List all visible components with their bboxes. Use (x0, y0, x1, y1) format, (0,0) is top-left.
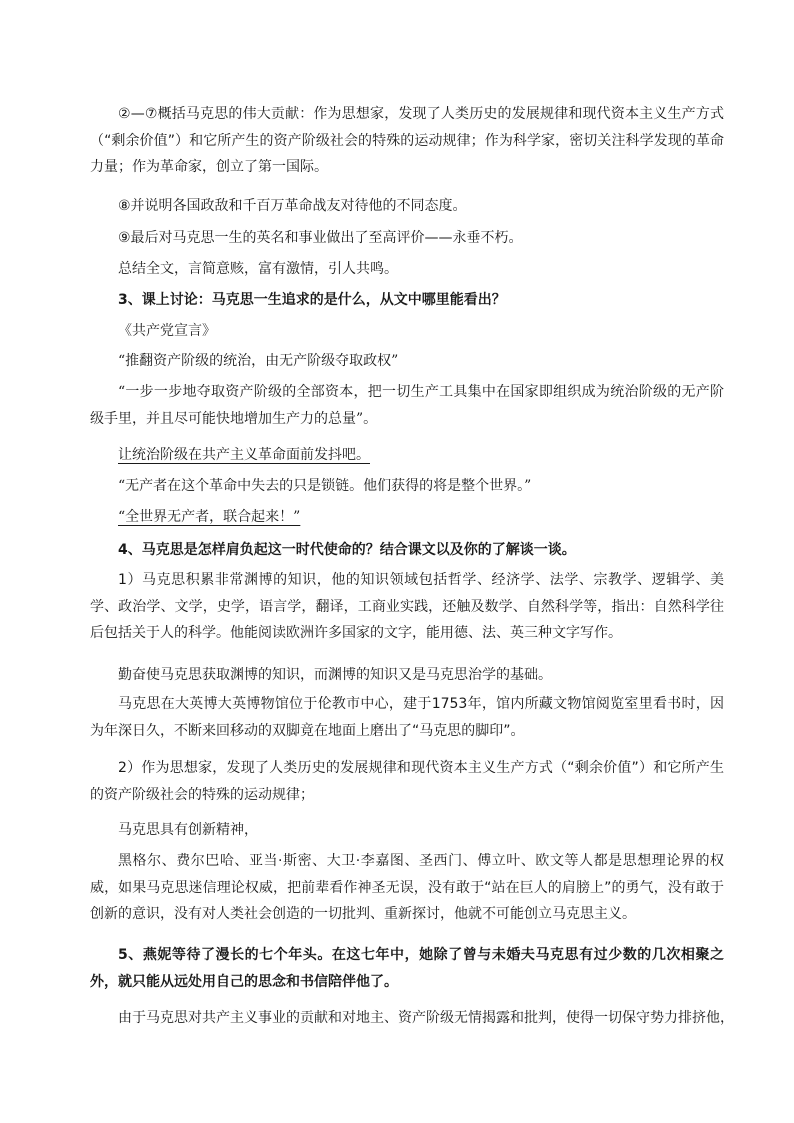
paragraph-thinker: 2）作为思想家，发现了人类历史的发展规律和现代资本主义生产方式（“剩余价值”）和它所产生的资产阶级社会的特殊的运动规律； (90, 760, 724, 803)
quote-overthrow-bourgeoisie: “推翻资产阶级的统治，由无产阶级夺取政权” (118, 353, 399, 369)
paragraph-persecution: 由于马克思对共产主义事业的贡献和对地主、资产阶级无情揭露和批判，使得一切保守势力排挤他， (118, 1010, 734, 1026)
paragraph-contributions-summary: ②—⑦概括马克思的伟大贡献：作为思想家，发现了人类历史的发展规律和现代资本主义生产方式（“剩余价值”）和它所产生的资产阶级社会的特殊的运动规律；作为科学家，密切关注科学发现的革命力量；作为革命家，创立了第一国际。 (90, 106, 724, 175)
quote-seize-capital: “一步一步地夺取资产阶级的全部资本，把一切生产工具集中在国家即组织成为统治阶级的无产阶级手里，并且尽可能快地增加生产力的总量”。 (90, 384, 724, 427)
quote-ruling-class-tremble: 让统治阶级在共产主义革命面前发抖吧。 (118, 447, 370, 463)
quote-workers-unite: “全世界无产者，联合起来！” (118, 509, 301, 525)
paragraph-attitudes: ⑧并说明各国政敌和千百万革命战友对待他的不同态度。 (118, 198, 467, 214)
paragraph-knowledge: 1）马克思积累非常渊博的知识，他的知识领域包括哲学、经济学、法学、宗教学、逻辑学、美学、政治学、文学，史学，语言学，翻译，工商业实践，还触及数学、自然科学等，指出：自然科学往后包括关于人的科学。他能阅读欧洲许多国家的文字，能用德、法、英三种文字写作。 (90, 572, 724, 641)
paragraph-innovation: 马克思具有创新精神， (118, 822, 258, 838)
paragraph-final-evaluation: ⑨最后对马克思一生的英名和事业做出了至高评价——永垂不朽。 (118, 230, 523, 246)
paragraph-conclusion: 总结全文，言简意赅，富有激情，引人共鸣。 (118, 261, 398, 277)
manifesto-title: 《共产党宣言》 (118, 323, 216, 339)
question-4-heading: 4、马克思是怎样肩负起这一时代使命的？结合课文以及你的了解谈一谈。 (118, 542, 576, 558)
paragraph-authorities: 黑格尔、费尔巴哈、亚当·斯密、大卫·李嘉图、圣西门、傅立叶、欧文等人都是思想理论界的权威，如果马克思迷信理论权威，把前辈看作神圣无误，没有敢于“站在巨人的肩膀上”的勇气，没有敢于创新的意识，没有对人类社会创造的一切批判、重新探讨，他就不可能创立马克思主义。 (90, 853, 724, 922)
quote-lose-chains: “无产者在这个革命中失去的只是锁链。他们获得的将是整个世界。” (118, 478, 532, 494)
question-3-heading: 3、课上讨论：马克思一生追求的是什么，从文中哪里能看出？ (118, 292, 506, 308)
question-5-heading: 5、燕妮等待了漫长的七个年头。在这七年中，她除了曾与未婚夫马克思有过少数的几次相聚之外，就只能从远处用自己的思念和书信陪伴他了。 (90, 947, 724, 990)
paragraph-diligence: 勤奋使马克思获取渊博的知识，而渊博的知识又是马克思治学的基础。 (118, 667, 552, 683)
paragraph-british-museum: 马克思在大英博大英博物馆位于伦教市中心，建于1753年，馆内所藏文物馆阅览室里看书时，因为年深日久，不断来回移动的双脚竟在地面上磨出了“马克思的脚印”。 (90, 696, 724, 739)
